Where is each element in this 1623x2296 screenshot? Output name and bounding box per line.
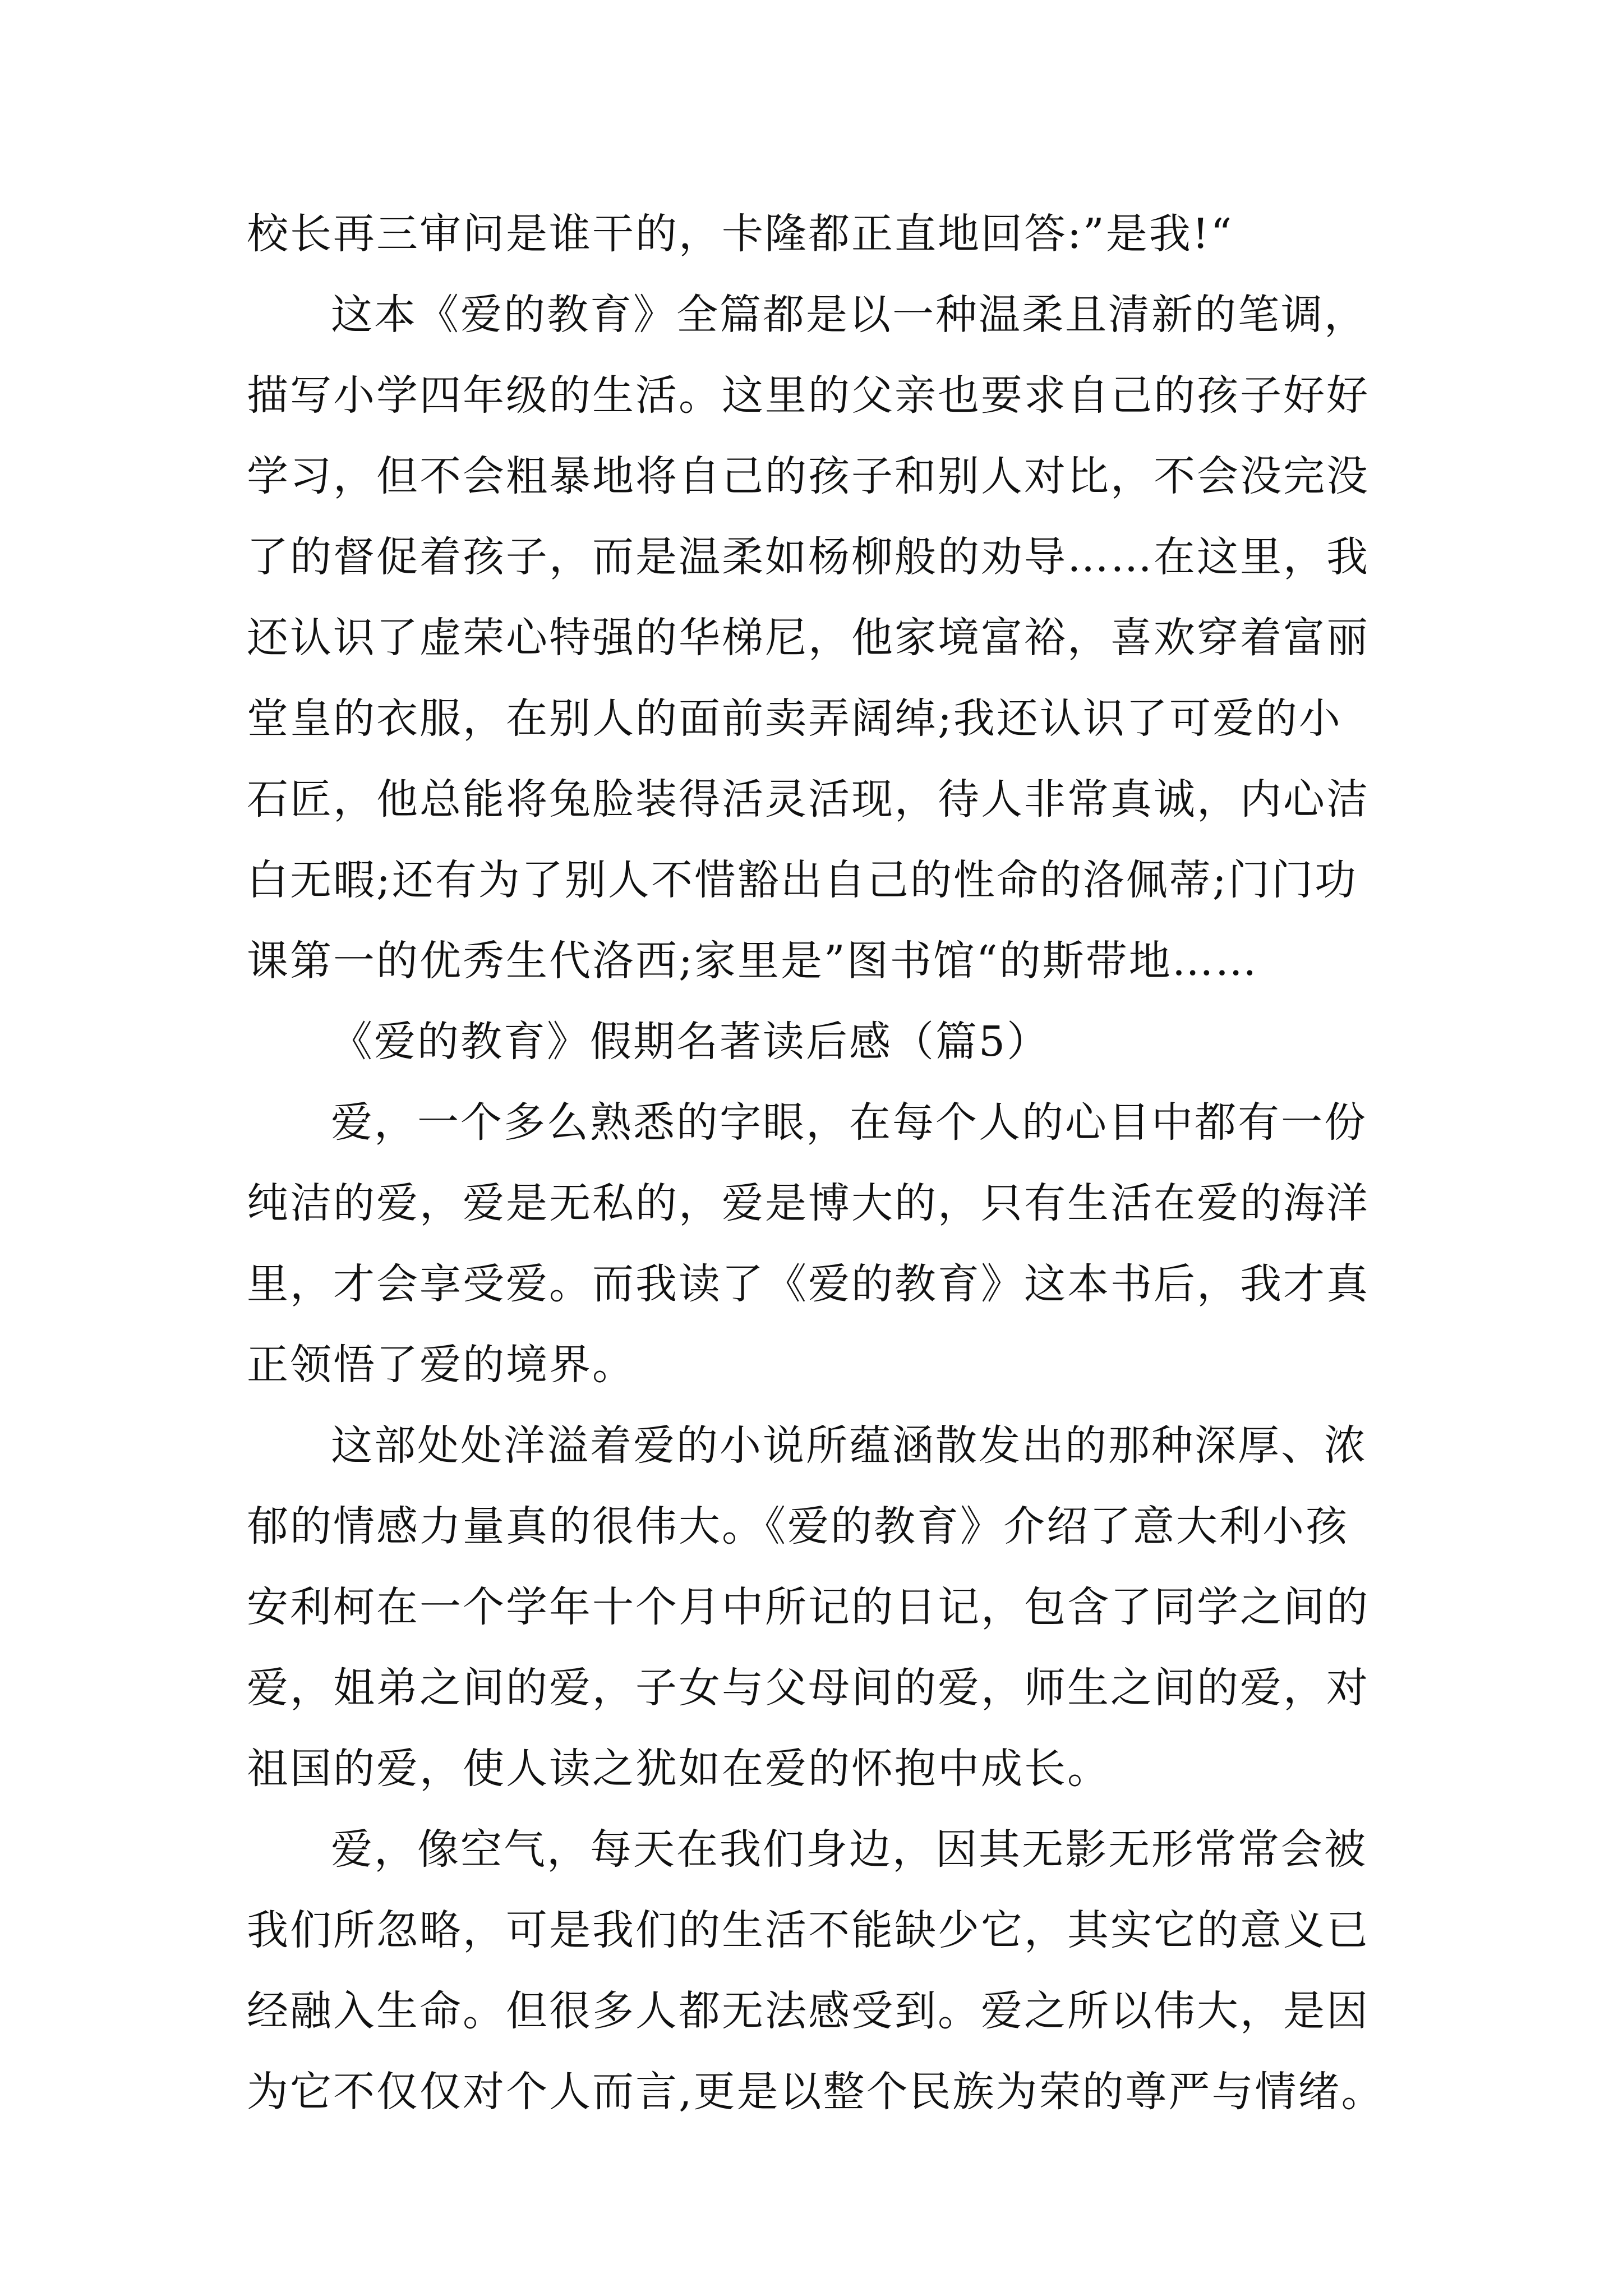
text-line: 纯洁的爱，爱是无私的，爱是博大的，只有生活在爱的海洋 (247, 1179, 1370, 1227)
text-line: 白无暇;还有为了别人不惜豁出自己的性命的洛佩蒂;门门功 (247, 856, 1358, 904)
text-line: 爱，像空气，每天在我们身边，因其无影无形常常会被 (331, 1825, 1367, 1874)
text-line: 课第一的优秀生代洛西;家里是”图书馆“的斯带地…… (247, 937, 1258, 985)
text-line: 我们所忽略，可是我们的生活不能缺少它，其实它的意义已 (247, 1906, 1370, 1954)
text-line: 校长再三审问是谁干的，卡隆都正直地回答:”是我!“ (247, 210, 1234, 258)
text-line: 石匠，他总能将兔脸装得活灵活现，待人非常真诚，内心洁 (247, 775, 1370, 823)
text-line: 为它不仅仅对个人而言,更是以整个民族为荣的尊严与情绪。 (247, 2068, 1385, 2116)
text-line: 学习，但不会粗暴地将自己的孩子和别人对比，不会没完没 (247, 452, 1370, 500)
text-line: 爱，一个多么熟悉的字眼，在每个人的心目中都有一份 (331, 1098, 1367, 1147)
text-line: 这本《爱的教育》全篇都是以一种温柔且清新的笔调， (331, 291, 1367, 339)
text-line: 堂皇的衣服，在别人的面前卖弄阔绰;我还认识了可爱的小 (247, 694, 1342, 743)
text-line: 爱，姐弟之间的爱，子女与父母间的爱，师生之间的爱，对 (247, 1664, 1370, 1712)
text-line: 正领悟了爱的境界。 (247, 1341, 635, 1389)
text-line: 这部处处洋溢着爱的小说所蕴涵散发出的那种深厚、浓 (331, 1421, 1367, 1470)
document-body (247, 194, 1391, 2132)
text-line: 郁的情感力量真的很伟大。《爱的教育》介绍了意大利小孩 (247, 1502, 1349, 1550)
text-line: 安利柯在一个学年十个月中所记的日记，包含了同学之间的 (247, 1583, 1370, 1631)
section-heading: 《爱的教育》假期名著读后感（篇5） (331, 1018, 1050, 1066)
text-line: 了的督促着孩子，而是温柔如杨柳般的劝导……在这里，我 (247, 533, 1370, 581)
text-line: 描写小学四年级的生活。这里的父亲也要求自己的孩子好好 (247, 371, 1370, 420)
text-line: 经融入生命。但很多人都无法感受到。爱之所以伟大，是因 (247, 1987, 1370, 2035)
text-line: 祖国的爱，使人读之犹如在爱的怀抱中成长。 (247, 1745, 1110, 1793)
text-line: 里，才会享受爱。而我读了《爱的教育》这本书后，我才真 (247, 1260, 1370, 1308)
text-line: 还认识了虚荣心特强的华梯尼，他家境富裕，喜欢穿着富丽 (247, 614, 1370, 662)
